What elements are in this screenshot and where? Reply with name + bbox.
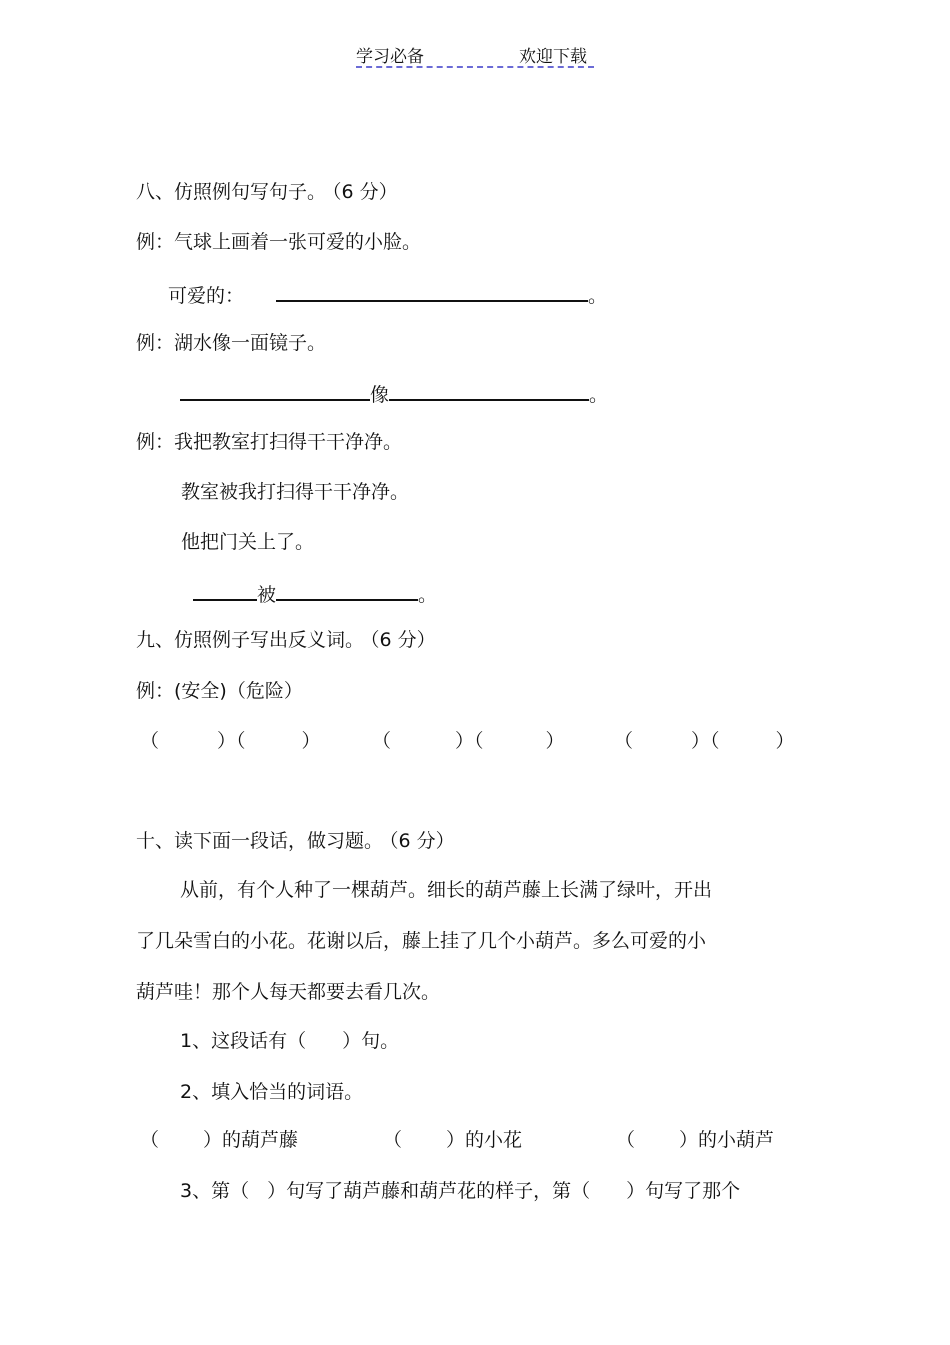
passage-line-1: 从前，有个人种了一棵葫芦。细长的葫芦藤上长满了绿叶，开出	[180, 879, 713, 901]
q2-item-label: ）的小花	[446, 1129, 523, 1151]
section-9-score: （6 分）	[370, 629, 436, 651]
example-3-answer: 教室被我打扫得干干净净。	[181, 481, 410, 503]
section-10-heading	[136, 829, 455, 853]
section-8-score: （6 分）	[332, 181, 398, 203]
q2-item-label: ）的小葫芦	[679, 1129, 775, 1151]
section-8-heading	[136, 180, 398, 204]
example-2-exercise	[180, 381, 608, 407]
period: 。	[588, 285, 608, 307]
open-paren: （	[372, 730, 392, 752]
answer-blank[interactable]	[389, 381, 589, 401]
example-3-mid: 被	[257, 584, 277, 606]
answer-blank[interactable]	[193, 581, 257, 601]
mid-paren: ）（	[217, 730, 246, 752]
mid-paren: ）（	[691, 730, 720, 752]
question-1-text-end: ）句。	[342, 1030, 400, 1052]
q2-item-label: ）的葫芦藤	[203, 1129, 299, 1151]
question-3-text-mid: ）句写了葫芦藤和葫芦花的样子，第（	[267, 1180, 591, 1202]
example-3: 例：我把教室打扫得干干净净。	[136, 431, 403, 453]
antonym-pair-3[interactable]	[614, 729, 795, 753]
passage-line-3: 葫芦哇！那个人每天都要去看几次。	[136, 981, 441, 1003]
example-1-exercise	[168, 282, 607, 308]
antonym-pair-2[interactable]	[372, 729, 565, 753]
open-paren: （	[140, 730, 160, 752]
period: 。	[589, 384, 609, 406]
open-paren: （	[383, 1129, 403, 1151]
example-2: 例：湖水像一面镜子。	[136, 332, 327, 354]
q2-item-3[interactable]	[616, 1128, 774, 1152]
question-2: 2、填入恰当的词语。	[180, 1081, 364, 1103]
answer-blank[interactable]	[276, 282, 588, 302]
answer-blank[interactable]	[180, 381, 370, 401]
section-9-title: 九、仿照例子写出反义词。	[136, 629, 365, 651]
q2-item-2[interactable]	[383, 1128, 522, 1152]
example-3-task: 他把门关上了。	[181, 531, 315, 553]
section-8-title: 八、仿照例句写句子。	[136, 181, 327, 203]
q2-item-1[interactable]	[140, 1128, 298, 1152]
section-10-score: （6 分）	[389, 830, 455, 852]
open-paren: （	[140, 1129, 160, 1151]
antonym-pair-1[interactable]	[140, 729, 321, 753]
section-10-title: 十、读下面一段话，做习题。	[136, 830, 384, 852]
question-3-text-end: ）句写了那个	[626, 1180, 741, 1202]
period: 。	[418, 584, 438, 606]
example-1: 例：气球上画着一张可爱的小脸。	[136, 231, 422, 253]
close-paren: ）	[545, 730, 565, 752]
question-3	[180, 1179, 740, 1203]
passage-line-2: 了几朵雪白的小花。花谢以后，藤上挂了几个小葫芦。多么可爱的小	[136, 930, 707, 952]
header-left-text: 学习必备	[356, 47, 424, 67]
section-9-example: 例：(安全)（危险）	[136, 680, 303, 702]
header-right-text: 欢迎下载	[519, 47, 587, 67]
open-paren: （	[616, 1129, 636, 1151]
open-paren: （	[614, 730, 634, 752]
mid-paren: ）（	[455, 730, 484, 752]
page-header	[356, 42, 594, 68]
section-9-heading	[136, 628, 436, 652]
example-2-mid: 像	[370, 384, 390, 406]
question-1-text: 1、这段话有（	[180, 1030, 307, 1052]
close-paren: ）	[775, 730, 795, 752]
example-1-prompt: 可爱的：	[168, 285, 245, 307]
question-1	[180, 1029, 399, 1053]
example-3-exercise	[193, 581, 437, 607]
close-paren: ）	[301, 730, 321, 752]
question-3-text: 3、第（	[180, 1180, 250, 1202]
answer-blank[interactable]	[276, 581, 418, 601]
